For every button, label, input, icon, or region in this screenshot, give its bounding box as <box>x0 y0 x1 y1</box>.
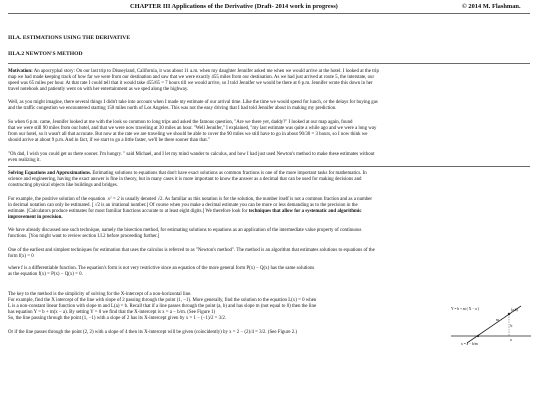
story-line: Well, as you might imagine, there several things I didn't take into account when I made my estimate of our arrival time. Like the time we would spend for lunch, or the delays for buying gas <box>8 100 378 105</box>
line-equation-label: Y = b + m ( X − a ) <box>451 307 479 311</box>
story-line: should arrive at about 9 p.m. And in fact, if we start to go a little faster, we'll be there sooner than that." <box>8 138 210 143</box>
a-label: a <box>510 338 512 342</box>
key-line: The key to the method is the simplicity of solving for the X-intercept of a non-horizontal line. <box>8 292 192 297</box>
motivation-line: speed was 65 miles per hour. At that rate I could tell that it would take 455/65 = 7 hours till we would arrive, so I told Jennifer we would be there at 6 p.m. Jennifer wrote this down in her <box>8 81 373 86</box>
newton-line: where f is a differentiable function. The equation's form is not very restrictive since an equation of the more general form P(x) − Q(x) has the same solutions <box>8 266 315 271</box>
key-line: So, the line passing through the point (1, −1) with a slope of 2 has its X-intercept given by x = 1 − (−1)/2 = 3/2. <box>8 316 227 321</box>
solving-line: science and engineering, having the exact answer is fine in theory, but in many cases it is more important to know the answer as a decimal that can be used for making decisions and <box>8 177 362 182</box>
story-line: from our hotel, so it wasn't all that accurate. But now at the rate we are traveling we should be able to cover the 90 miles we still have to go in about 90/30 = 3 hours, so I now think we <box>8 132 368 137</box>
key-line: For example, find the X intercept of the line with slope of 2 passing through the point (1, −1). More generally, find the solution to the equation L(x) = 0 when <box>8 298 317 303</box>
example-text: . As familiar as this notation is for the solution, the number itself is not a common fraction and as a number <box>162 197 373 202</box>
solving-line: in decimal notation can only be estimated. [ √2 is an irrational number.] Of course when you make a decimal estimate you can be more or less demanding as to the precision in the <box>8 203 358 208</box>
section-title: III.A. ESTIMATIONS USING THE DERIVATIVE <box>8 35 131 41</box>
key-line: L is a non-constant linear function with slope m and L(a) = b. Recall that if a line passes through the point (a, b) and has slope m (not equal to 0) then the line <box>8 304 317 309</box>
solving-text: estimate. [Calculators produce estimates for most familiar functions accurate to at least eight digits.] We therefore look for <box>8 209 249 214</box>
solving-line <box>8 171 367 177</box>
motivation-line: travel notebook and patiently went on with her entertainment as we sped along the highway. <box>8 87 189 92</box>
story-line: So when 6 p.m. came, Jennifer looked at me with the look so common to long trips and asked the famous question, "Are we there yet, daddy?" I looked at our map again, found <box>8 120 353 125</box>
motivation-text: An apocryphal story: On our last trip to Disneyland, California, it was about 11 a.m. when my daughter Jennifer asked me when we would arrive at the hotel. I looked at the trip <box>33 69 379 74</box>
story-line: that we were still 90 miles from our hotel, and that we were now traveling at 30 miles an hour. "Well Jennifer," I explained, "my last estimate was quite a while ago and we were a long way <box>8 126 377 131</box>
bisection-line: functions. [You might want to review section I.I.2 before proceeding further.] <box>8 234 160 239</box>
solving-line: constructing physical objects like buildings and bridges. <box>8 183 118 188</box>
solving-emphasis: techniques that allow for a systematic and algorithmic <box>248 209 362 214</box>
intercept-marker <box>477 335 479 337</box>
motivation-line: map we had made keeping track of how far we were from our destination and saw that we were exactly 455 miles from our destination. As we had just arrived at route 5, the interstate, our <box>8 75 375 80</box>
solving-label: Solving Equations and Approximations. <box>8 171 92 176</box>
newton-line: as the equation f(x) = P(x) − Q(x) = 0. <box>8 272 83 277</box>
motivation-line <box>8 69 379 75</box>
newton-line: form f(x) = 0 <box>8 254 34 259</box>
slope-label: m <box>496 318 499 322</box>
solving-text: Estimating solutions to equations that don't have exact solutions as common fractions is one of the more important tasks for mathematics. In <box>91 171 367 176</box>
solving-line <box>8 209 362 215</box>
paragraph-rule <box>8 166 530 167</box>
motivation-label: Motivation: <box>8 69 33 74</box>
b-label: b <box>510 324 513 328</box>
author-credit: © 2014 M. Flashman. <box>462 3 521 10</box>
story-line: "Oh dad, I wish you could get us there sooner. I'm hungry. " said Michael, and I let my mind wander to calculus, and how I had just used Newton's method to make these estimates without <box>8 152 375 157</box>
point-label: (a,b) <box>511 308 518 312</box>
newton-line: One of the earliest and simplest techniques for estimation that uses the calculus is referred to as "Newton's method". The method is an algorithm that estimates solutions to equations of the <box>8 248 375 253</box>
example-text: is usually denoted <box>120 197 157 202</box>
point-marker <box>508 313 510 315</box>
example-text: For example, the positive solution of the equation <box>8 197 106 202</box>
story-line: even realizing it. <box>8 158 41 163</box>
header-rule <box>8 13 530 14</box>
story-line: and the traffic congestion we encountered starting 150 miles north of Los Angeles. This was not the easy driving that I had told Jennifer about in making my prediction. <box>8 106 337 111</box>
key-line: Or if the line passes through the point (2, 2) with a slope of 4 then its X-intercept will be given (coincidently) by x = 2 − (2)/4 = 3/2. (See Figure 2.) <box>8 330 298 335</box>
example-equation: x² = 2 <box>107 197 120 202</box>
subsection-title: III.A.2 NEWTON'S METHOD <box>8 51 83 57</box>
bisection-line: We have already discussed one such technique, namely the bisection method, for estimating solutions to equations as an application of the intermediate value property of continuous <box>8 228 362 233</box>
figure-1-diagram <box>449 301 533 351</box>
key-line: has equation Y = b + m(x − a). By setting Y = 0 we find that the X-intercept is x = a − b/m. (See Figure 1) <box>8 310 216 315</box>
solving-line <box>8 197 372 203</box>
chapter-title: CHAPTER III Applications of the Derivative (Draft- 2014 work in progress) <box>130 3 338 10</box>
sqrt-two: √2 <box>157 197 163 202</box>
intercept-label: x = a − b/m <box>461 342 478 346</box>
solving-emphasis: improvement in precision. <box>8 215 63 220</box>
section-rule <box>8 63 530 64</box>
solving-line <box>8 215 63 221</box>
